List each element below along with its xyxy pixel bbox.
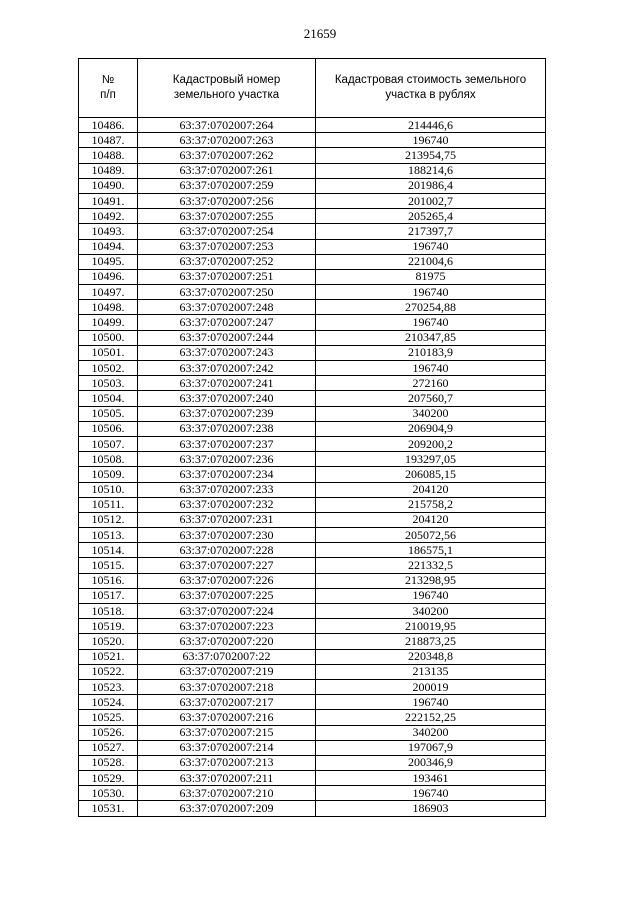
cell-cadastral-value: 210183,9 — [316, 345, 546, 360]
cell-cadastral-number: 63:37:0702007:252 — [138, 254, 316, 269]
cell-cadastral-value: 210347,85 — [316, 330, 546, 345]
cell-cadastral-value: 205072,56 — [316, 528, 546, 543]
header-cadastral-value — [316, 59, 546, 118]
header-cadastral-value-line1: Кадастровая стоимость земельного — [334, 74, 527, 86]
cell-row-number: 10509. — [79, 467, 138, 482]
cell-row-number: 10503. — [79, 376, 138, 391]
cell-cadastral-number: 63:37:0702007:239 — [138, 406, 316, 421]
table-row — [79, 421, 546, 436]
cell-row-number: 10502. — [79, 361, 138, 376]
cell-row-number: 10525. — [79, 710, 138, 725]
header-cadastral-number-line2: земельного участка — [173, 89, 280, 101]
cell-row-number: 10495. — [79, 254, 138, 269]
cell-cadastral-value: 221004,6 — [316, 254, 546, 269]
table-row — [79, 163, 546, 178]
table-row — [79, 573, 546, 588]
cell-cadastral-value: 215758,2 — [316, 497, 546, 512]
table-row — [79, 300, 546, 315]
table-row — [79, 345, 546, 360]
cell-cadastral-value: 207560,7 — [316, 391, 546, 406]
cell-row-number: 10492. — [79, 209, 138, 224]
cell-row-number: 10530. — [79, 786, 138, 801]
table-body — [79, 118, 546, 817]
cell-row-number: 10524. — [79, 695, 138, 710]
cell-row-number: 10520. — [79, 634, 138, 649]
cell-row-number: 10490. — [79, 178, 138, 193]
cell-cadastral-value: 206904,9 — [316, 421, 546, 436]
cell-row-number: 10491. — [79, 193, 138, 208]
cell-row-number: 10511. — [79, 497, 138, 512]
table-row — [79, 664, 546, 679]
cell-cadastral-value: 186575,1 — [316, 543, 546, 558]
cell-row-number: 10522. — [79, 664, 138, 679]
header-cadastral-number — [138, 59, 316, 118]
cell-cadastral-number: 63:37:0702007:256 — [138, 193, 316, 208]
cell-row-number: 10496. — [79, 269, 138, 284]
cell-cadastral-value: 218873,25 — [316, 634, 546, 649]
cell-cadastral-number: 63:37:0702007:215 — [138, 725, 316, 740]
cell-cadastral-value: 201002,7 — [316, 193, 546, 208]
cell-cadastral-number: 63:37:0702007:228 — [138, 543, 316, 558]
cell-cadastral-number: 63:37:0702007:223 — [138, 619, 316, 634]
cell-cadastral-number: 63:37:0702007:210 — [138, 786, 316, 801]
cell-cadastral-value: 193297,05 — [316, 452, 546, 467]
cell-cadastral-number: 63:37:0702007:219 — [138, 664, 316, 679]
table-row — [79, 695, 546, 710]
table-row — [79, 224, 546, 239]
table-row — [79, 133, 546, 148]
cell-cadastral-value: 340200 — [316, 406, 546, 421]
cell-row-number: 10487. — [79, 133, 138, 148]
cell-cadastral-value: 196740 — [316, 786, 546, 801]
cell-cadastral-value: 217397,7 — [316, 224, 546, 239]
cell-cadastral-value: 196740 — [316, 361, 546, 376]
cell-row-number: 10523. — [79, 679, 138, 694]
cell-cadastral-value: 197067,9 — [316, 740, 546, 755]
cell-cadastral-value: 196740 — [316, 695, 546, 710]
table-row — [79, 725, 546, 740]
cell-row-number: 10501. — [79, 345, 138, 360]
cell-cadastral-number: 63:37:0702007:220 — [138, 634, 316, 649]
cell-cadastral-number: 63:37:0702007:243 — [138, 345, 316, 360]
cell-cadastral-number: 63:37:0702007:253 — [138, 239, 316, 254]
cell-row-number: 10513. — [79, 528, 138, 543]
table-row — [79, 376, 546, 391]
table-row — [79, 679, 546, 694]
cell-cadastral-value: 213954,75 — [316, 148, 546, 163]
cell-cadastral-value: 213298,95 — [316, 573, 546, 588]
cell-cadastral-value: 204120 — [316, 482, 546, 497]
table-row — [79, 740, 546, 755]
cell-row-number: 10489. — [79, 163, 138, 178]
table-row — [79, 512, 546, 527]
cell-cadastral-value: 206085,15 — [316, 467, 546, 482]
table-row — [79, 710, 546, 725]
cell-cadastral-value: 340200 — [316, 725, 546, 740]
cell-row-number: 10510. — [79, 482, 138, 497]
table-row — [79, 178, 546, 193]
cell-cadastral-number: 63:37:0702007:217 — [138, 695, 316, 710]
cell-cadastral-number: 63:37:0702007:225 — [138, 588, 316, 603]
cell-cadastral-number: 63:37:0702007:247 — [138, 315, 316, 330]
cell-cadastral-number: 63:37:0702007:238 — [138, 421, 316, 436]
table-row — [79, 285, 546, 300]
cell-cadastral-number: 63:37:0702007:241 — [138, 376, 316, 391]
cell-cadastral-value: 340200 — [316, 604, 546, 619]
table-row — [79, 330, 546, 345]
cell-row-number: 10514. — [79, 543, 138, 558]
cell-cadastral-value: 210019,95 — [316, 619, 546, 634]
table-row — [79, 254, 546, 269]
cell-cadastral-value: 81975 — [316, 269, 546, 284]
cell-cadastral-value: 200346,9 — [316, 755, 546, 770]
cell-cadastral-value: 188214,6 — [316, 163, 546, 178]
table-row — [79, 436, 546, 451]
table-row — [79, 193, 546, 208]
cell-row-number: 10488. — [79, 148, 138, 163]
cell-row-number: 10531. — [79, 801, 138, 816]
cell-cadastral-number: 63:37:0702007:261 — [138, 163, 316, 178]
cell-row-number: 10515. — [79, 558, 138, 573]
cell-cadastral-number: 63:37:0702007:264 — [138, 118, 316, 133]
table-row — [79, 801, 546, 816]
table-row — [79, 406, 546, 421]
cell-cadastral-value: 196740 — [316, 315, 546, 330]
table-row — [79, 209, 546, 224]
header-row-number-line2: п/п — [100, 89, 116, 101]
cell-cadastral-number: 63:37:0702007:214 — [138, 740, 316, 755]
table-row — [79, 619, 546, 634]
table-row — [79, 588, 546, 603]
cell-row-number: 10528. — [79, 755, 138, 770]
cell-cadastral-number: 63:37:0702007:231 — [138, 512, 316, 527]
cell-cadastral-number: 63:37:0702007:234 — [138, 467, 316, 482]
cell-cadastral-value: 214446,6 — [316, 118, 546, 133]
header-cadastral-number-line1: Кадастровый номер — [172, 74, 281, 86]
cell-row-number: 10504. — [79, 391, 138, 406]
cell-cadastral-number: 63:37:0702007:224 — [138, 604, 316, 619]
cell-row-number: 10527. — [79, 740, 138, 755]
table-row — [79, 118, 546, 133]
cell-row-number: 10512. — [79, 512, 138, 527]
cell-row-number: 10500. — [79, 330, 138, 345]
cell-cadastral-number: 63:37:0702007:244 — [138, 330, 316, 345]
cell-row-number: 10507. — [79, 436, 138, 451]
cell-cadastral-value: 196740 — [316, 133, 546, 148]
table-row — [79, 786, 546, 801]
cell-cadastral-value: 204120 — [316, 512, 546, 527]
cell-cadastral-number: 63:37:0702007:240 — [138, 391, 316, 406]
cell-row-number: 10517. — [79, 588, 138, 603]
cell-cadastral-number: 63:37:0702007:211 — [138, 771, 316, 786]
cell-cadastral-number: 63:37:0702007:237 — [138, 436, 316, 451]
cell-row-number: 10529. — [79, 771, 138, 786]
table-row — [79, 497, 546, 512]
cell-cadastral-number: 63:37:0702007:250 — [138, 285, 316, 300]
cell-cadastral-value: 221332,5 — [316, 558, 546, 573]
cell-cadastral-number: 63:37:0702007:232 — [138, 497, 316, 512]
table-row — [79, 452, 546, 467]
cell-cadastral-value: 200019 — [316, 679, 546, 694]
cell-row-number: 10521. — [79, 649, 138, 664]
cell-cadastral-value: 196740 — [316, 285, 546, 300]
cell-cadastral-number: 63:37:0702007:226 — [138, 573, 316, 588]
cell-row-number: 10516. — [79, 573, 138, 588]
cell-cadastral-number: 63:37:0702007:263 — [138, 133, 316, 148]
table-row — [79, 755, 546, 770]
page-number: 21659 — [303, 26, 337, 41]
cell-row-number: 10486. — [79, 118, 138, 133]
cell-row-number: 10493. — [79, 224, 138, 239]
cell-row-number: 10497. — [79, 285, 138, 300]
cell-cadastral-number: 63:37:0702007:254 — [138, 224, 316, 239]
cell-cadastral-number: 63:37:0702007:262 — [138, 148, 316, 163]
table-row — [79, 315, 546, 330]
cell-cadastral-value: 220348,8 — [316, 649, 546, 664]
cell-cadastral-number: 63:37:0702007:242 — [138, 361, 316, 376]
cadastral-value-table — [78, 58, 546, 817]
cell-cadastral-number: 63:37:0702007:236 — [138, 452, 316, 467]
cell-cadastral-number: 63:37:0702007:248 — [138, 300, 316, 315]
cell-row-number: 10518. — [79, 604, 138, 619]
cell-cadastral-number: 63:37:0702007:251 — [138, 269, 316, 284]
cell-cadastral-value: 201986,4 — [316, 178, 546, 193]
cell-cadastral-value: 186903 — [316, 801, 546, 816]
cell-row-number: 10494. — [79, 239, 138, 254]
cell-cadastral-value: 270254,88 — [316, 300, 546, 315]
header-cadastral-value-line2: участка в рублях — [385, 89, 476, 101]
table-row — [79, 528, 546, 543]
cell-row-number: 10526. — [79, 725, 138, 740]
table-row — [79, 269, 546, 284]
cell-cadastral-number: 63:37:0702007:259 — [138, 178, 316, 193]
table-row — [79, 467, 546, 482]
table-header-row — [79, 59, 546, 118]
cell-cadastral-value: 193461 — [316, 771, 546, 786]
table-row — [79, 148, 546, 163]
table-row — [79, 543, 546, 558]
cell-cadastral-value: 213135 — [316, 664, 546, 679]
cell-cadastral-number: 63:37:0702007:218 — [138, 679, 316, 694]
cell-cadastral-number: 63:37:0702007:230 — [138, 528, 316, 543]
cell-row-number: 10505. — [79, 406, 138, 421]
cell-cadastral-number: 63:37:0702007:213 — [138, 755, 316, 770]
cell-cadastral-value: 272160 — [316, 376, 546, 391]
cell-row-number: 10498. — [79, 300, 138, 315]
table-row — [79, 604, 546, 619]
cell-cadastral-number: 63:37:0702007:209 — [138, 801, 316, 816]
header-row-number-line1: № — [101, 74, 115, 86]
cell-cadastral-value: 222152,25 — [316, 710, 546, 725]
table-row — [79, 634, 546, 649]
table-row — [79, 239, 546, 254]
cell-cadastral-value: 196740 — [316, 239, 546, 254]
table-row — [79, 649, 546, 664]
cell-cadastral-number: 63:37:0702007:255 — [138, 209, 316, 224]
cell-row-number: 10499. — [79, 315, 138, 330]
table-row — [79, 391, 546, 406]
table-row — [79, 558, 546, 573]
cell-cadastral-value: 205265,4 — [316, 209, 546, 224]
cell-cadastral-number: 63:37:0702007:22 — [138, 649, 316, 664]
header-row-number — [79, 59, 138, 118]
cell-cadastral-value: 196740 — [316, 588, 546, 603]
cell-cadastral-number: 63:37:0702007:227 — [138, 558, 316, 573]
table-row — [79, 482, 546, 497]
cell-row-number: 10519. — [79, 619, 138, 634]
cell-row-number: 10506. — [79, 421, 138, 436]
cell-row-number: 10508. — [79, 452, 138, 467]
cell-cadastral-number: 63:37:0702007:216 — [138, 710, 316, 725]
cell-cadastral-value: 209200,2 — [316, 436, 546, 451]
table-row — [79, 771, 546, 786]
table-row — [79, 361, 546, 376]
cell-cadastral-number: 63:37:0702007:233 — [138, 482, 316, 497]
